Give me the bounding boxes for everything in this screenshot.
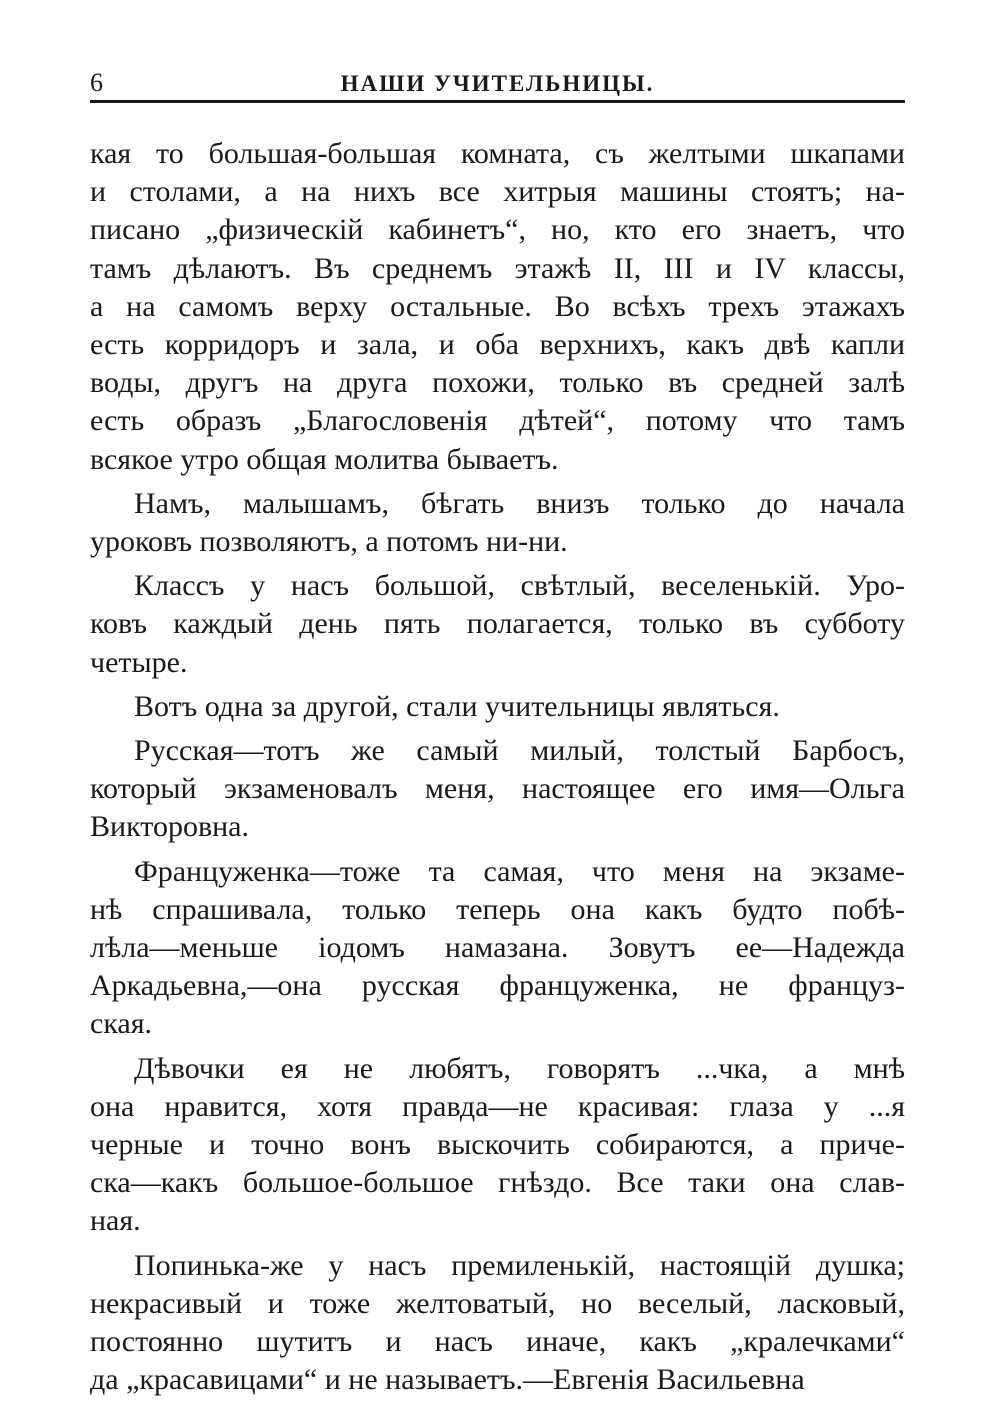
- text-line: кая то большая-большая комната, съ желтыми шкапами: [90, 137, 905, 170]
- text-line: черные и точно вонъ выскочить собираются, а приче-: [90, 1128, 905, 1162]
- text-line: всякое утро общая молитва бываетъ.: [90, 442, 559, 476]
- text-line: и столами, а на нихъ все хитрыя машины стоятъ; на-: [90, 175, 905, 209]
- text-line: нѣ спрашивала, только теперь она какъ будто побѣ-: [90, 892, 905, 926]
- text-line: есть корридоръ и зала, и оба верхнихъ, какъ двѣ капли: [90, 328, 905, 362]
- text-line: Аркадьевна,—она русская француженка, не француз-: [90, 969, 905, 1003]
- paragraph: [90, 135, 905, 479]
- text-line: Вотъ одна за другой, стали учительницы являться.: [134, 689, 780, 723]
- text-line: тамъ дѣлаютъ. Въ среднемъ этажѣ II, III и IV классы,: [90, 251, 905, 285]
- text-line: Француженка—тоже та самая, что меня на экзаме-: [134, 854, 905, 888]
- text-line: ковъ каждый день пять полагается, только въ субботу: [90, 607, 905, 641]
- text-line: да „красавицами“ и не называетъ.—Евгенія Васильевна: [90, 1363, 805, 1397]
- text-line: который экзаменовалъ меня, настоящее его имя—Ольга: [90, 772, 905, 806]
- text-line: Попинька-же у насъ премиленькій, настоящій душка;: [134, 1248, 905, 1282]
- page-number: 6: [90, 68, 103, 97]
- paragraph: [90, 853, 905, 1044]
- text-line: есть образъ „Благословенія дѣтей“, потому что тамъ: [90, 404, 905, 438]
- text-line: воды, другъ на друга похожи, только въ средней залѣ: [90, 366, 905, 400]
- paragraph: [90, 1247, 905, 1400]
- text-line: а на самомъ верху остальные. Во всѣхъ трехъ этажахъ: [90, 289, 905, 323]
- text-line: ская.: [90, 1007, 153, 1041]
- text-line: писано „физическій кабинетъ“, но, кто его знаетъ, что: [90, 213, 905, 247]
- text-line: ска—какъ большое-большое гнѣздо. Все таки она слав-: [90, 1166, 905, 1200]
- paragraph: [90, 567, 905, 682]
- running-title: НАШИ УЧИТЕЛЬНИЦЫ.: [340, 71, 655, 96]
- paragraph: [90, 732, 905, 847]
- text-line: постоянно шутитъ и насъ иначе, какъ „кралечками“: [90, 1325, 905, 1359]
- body-text: [90, 135, 905, 1406]
- text-line: Русская—тотъ же самый милый, толстый Барбосъ,: [134, 734, 905, 768]
- paragraph: [90, 485, 905, 561]
- text-line: Викторовна.: [90, 810, 249, 844]
- text-line: Классъ у насъ большой, свѣтлый, веселенькій. Уро-: [134, 569, 905, 603]
- text-line: уроковъ позволяютъ, а потомъ ни-ни.: [90, 525, 568, 559]
- text-line: четыре.: [90, 645, 188, 679]
- text-line: Дѣвочки ея не любятъ, говорятъ ...чка, а мнѣ: [134, 1051, 905, 1085]
- text-line: Намъ, малышамъ, бѣгать внизъ только до начала: [134, 486, 905, 520]
- paragraph: [90, 688, 905, 726]
- text-line: некрасивый и тоже желтоватый, но веселый, ласковый,: [90, 1286, 905, 1320]
- text-line: ная.: [90, 1204, 141, 1238]
- page-header: [90, 64, 905, 104]
- text-line: она нравится, хотя правда—не красивая: глаза у ...я: [90, 1089, 905, 1123]
- paragraph: [90, 1050, 905, 1241]
- text-line: лѣла—меньше іодомъ намазана. Зовутъ ее—Надежда: [90, 931, 905, 965]
- header-rule: [90, 100, 905, 103]
